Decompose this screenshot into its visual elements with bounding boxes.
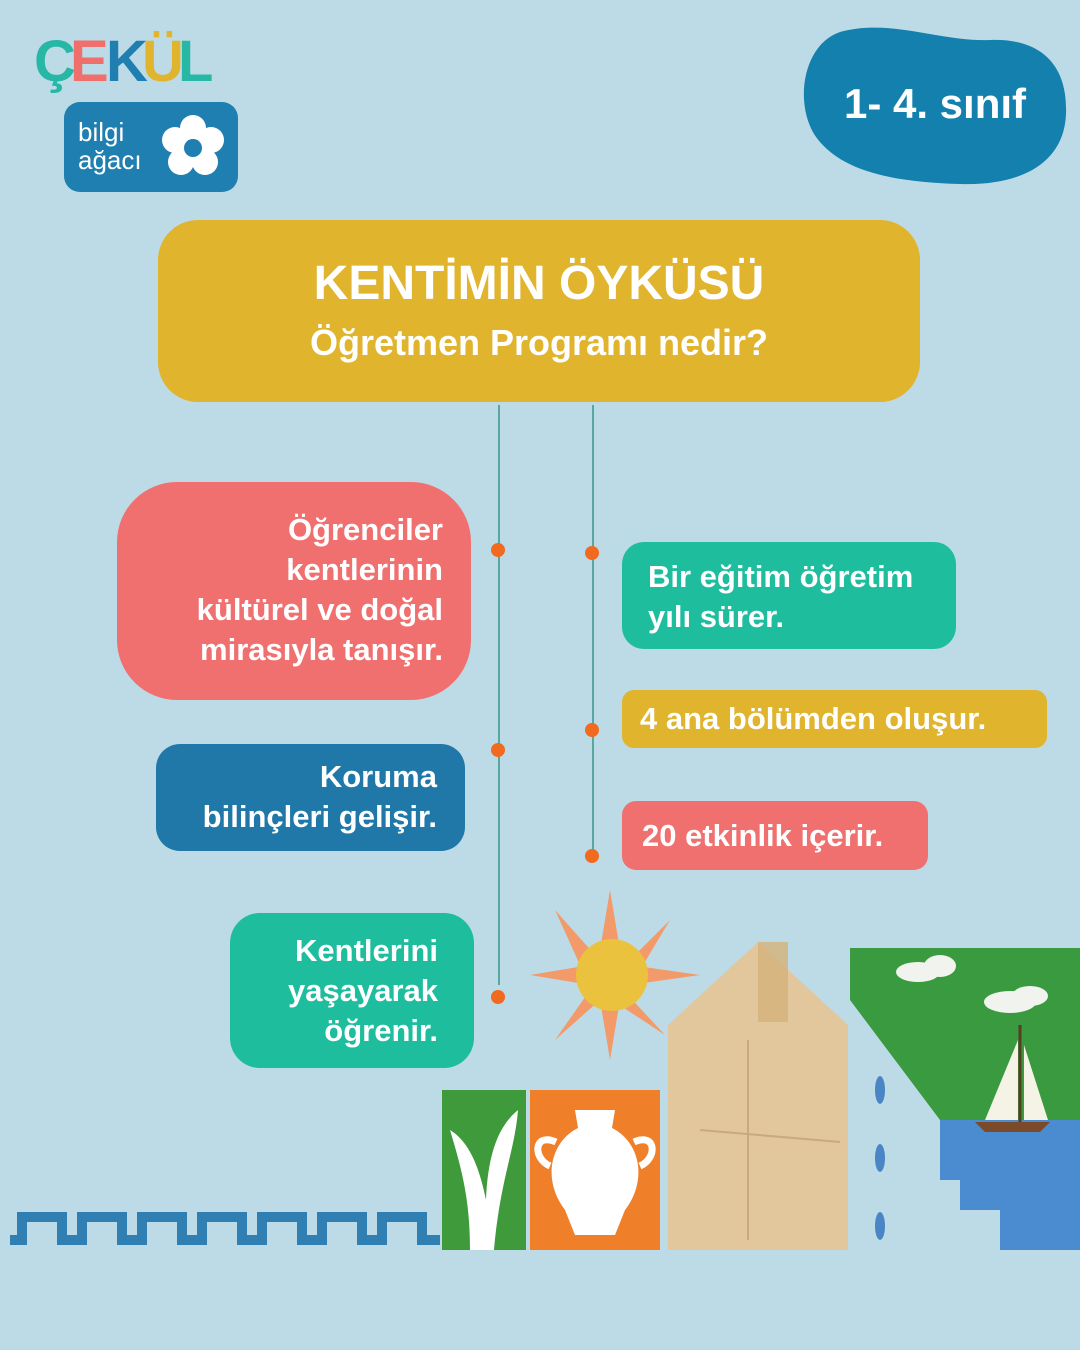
timeline-dot — [585, 546, 599, 560]
title-box — [158, 220, 920, 402]
logo-letter-u: Ü — [142, 29, 180, 94]
cekul-logo-wordmark — [34, 30, 214, 94]
card-line: bilinçleri gelişir. — [202, 799, 437, 834]
card-line: öğrenir. — [324, 1013, 438, 1048]
plant-icon — [442, 1090, 526, 1250]
card-line: Bir eğitim öğretim — [648, 559, 914, 594]
timeline-dot — [585, 849, 599, 863]
right-timeline-line — [592, 405, 594, 850]
timeline-dot — [491, 743, 505, 757]
vase-icon — [530, 1090, 660, 1250]
flower-icon — [160, 114, 226, 180]
card-line: yaşayarak — [288, 973, 438, 1008]
badge-line-2: ağacı — [78, 145, 142, 175]
logo-letter-e: E — [70, 29, 105, 94]
house-icon — [668, 942, 848, 1250]
timeline-dot — [585, 723, 599, 737]
card-line: mirasıyla tanışır. — [200, 632, 443, 667]
right-card-sections — [622, 690, 1047, 748]
badge-line-1: bilgi — [78, 117, 125, 147]
card-line: yılı sürer. — [648, 599, 785, 634]
right-card-duration — [622, 542, 956, 649]
grade-label: 1- 4. sınıf — [843, 80, 1027, 127]
fish-icon — [875, 1076, 885, 1240]
logo-letter-l: L — [178, 29, 210, 94]
card-line: 4 ana bölümden oluşur. — [640, 701, 987, 736]
badge-text — [78, 118, 142, 174]
card-line: kentlerinin — [286, 552, 443, 587]
timeline-dot — [491, 543, 505, 557]
meander-pattern — [10, 1217, 440, 1240]
card-line: 20 etkinlik içerir. — [642, 818, 884, 853]
card-line: kültürel ve doğal — [196, 592, 443, 627]
logo-letter-c: Ç — [34, 29, 72, 94]
logo-letter-k: K — [106, 29, 144, 94]
card-line: Kentlerini — [295, 933, 438, 968]
left-card-heritage — [117, 482, 471, 700]
page-subtitle: Öğretmen Programı nedir? — [309, 322, 769, 363]
card-line: Öğrenciler — [287, 512, 443, 547]
page-title: KENTİMİN ÖYKÜSÜ — [313, 257, 765, 310]
city-illustration — [0, 880, 1080, 1350]
bilgi-agaci-badge — [64, 102, 238, 192]
left-card-awareness — [156, 744, 465, 851]
card-line: Koruma — [319, 759, 437, 794]
right-card-activities — [622, 801, 928, 870]
